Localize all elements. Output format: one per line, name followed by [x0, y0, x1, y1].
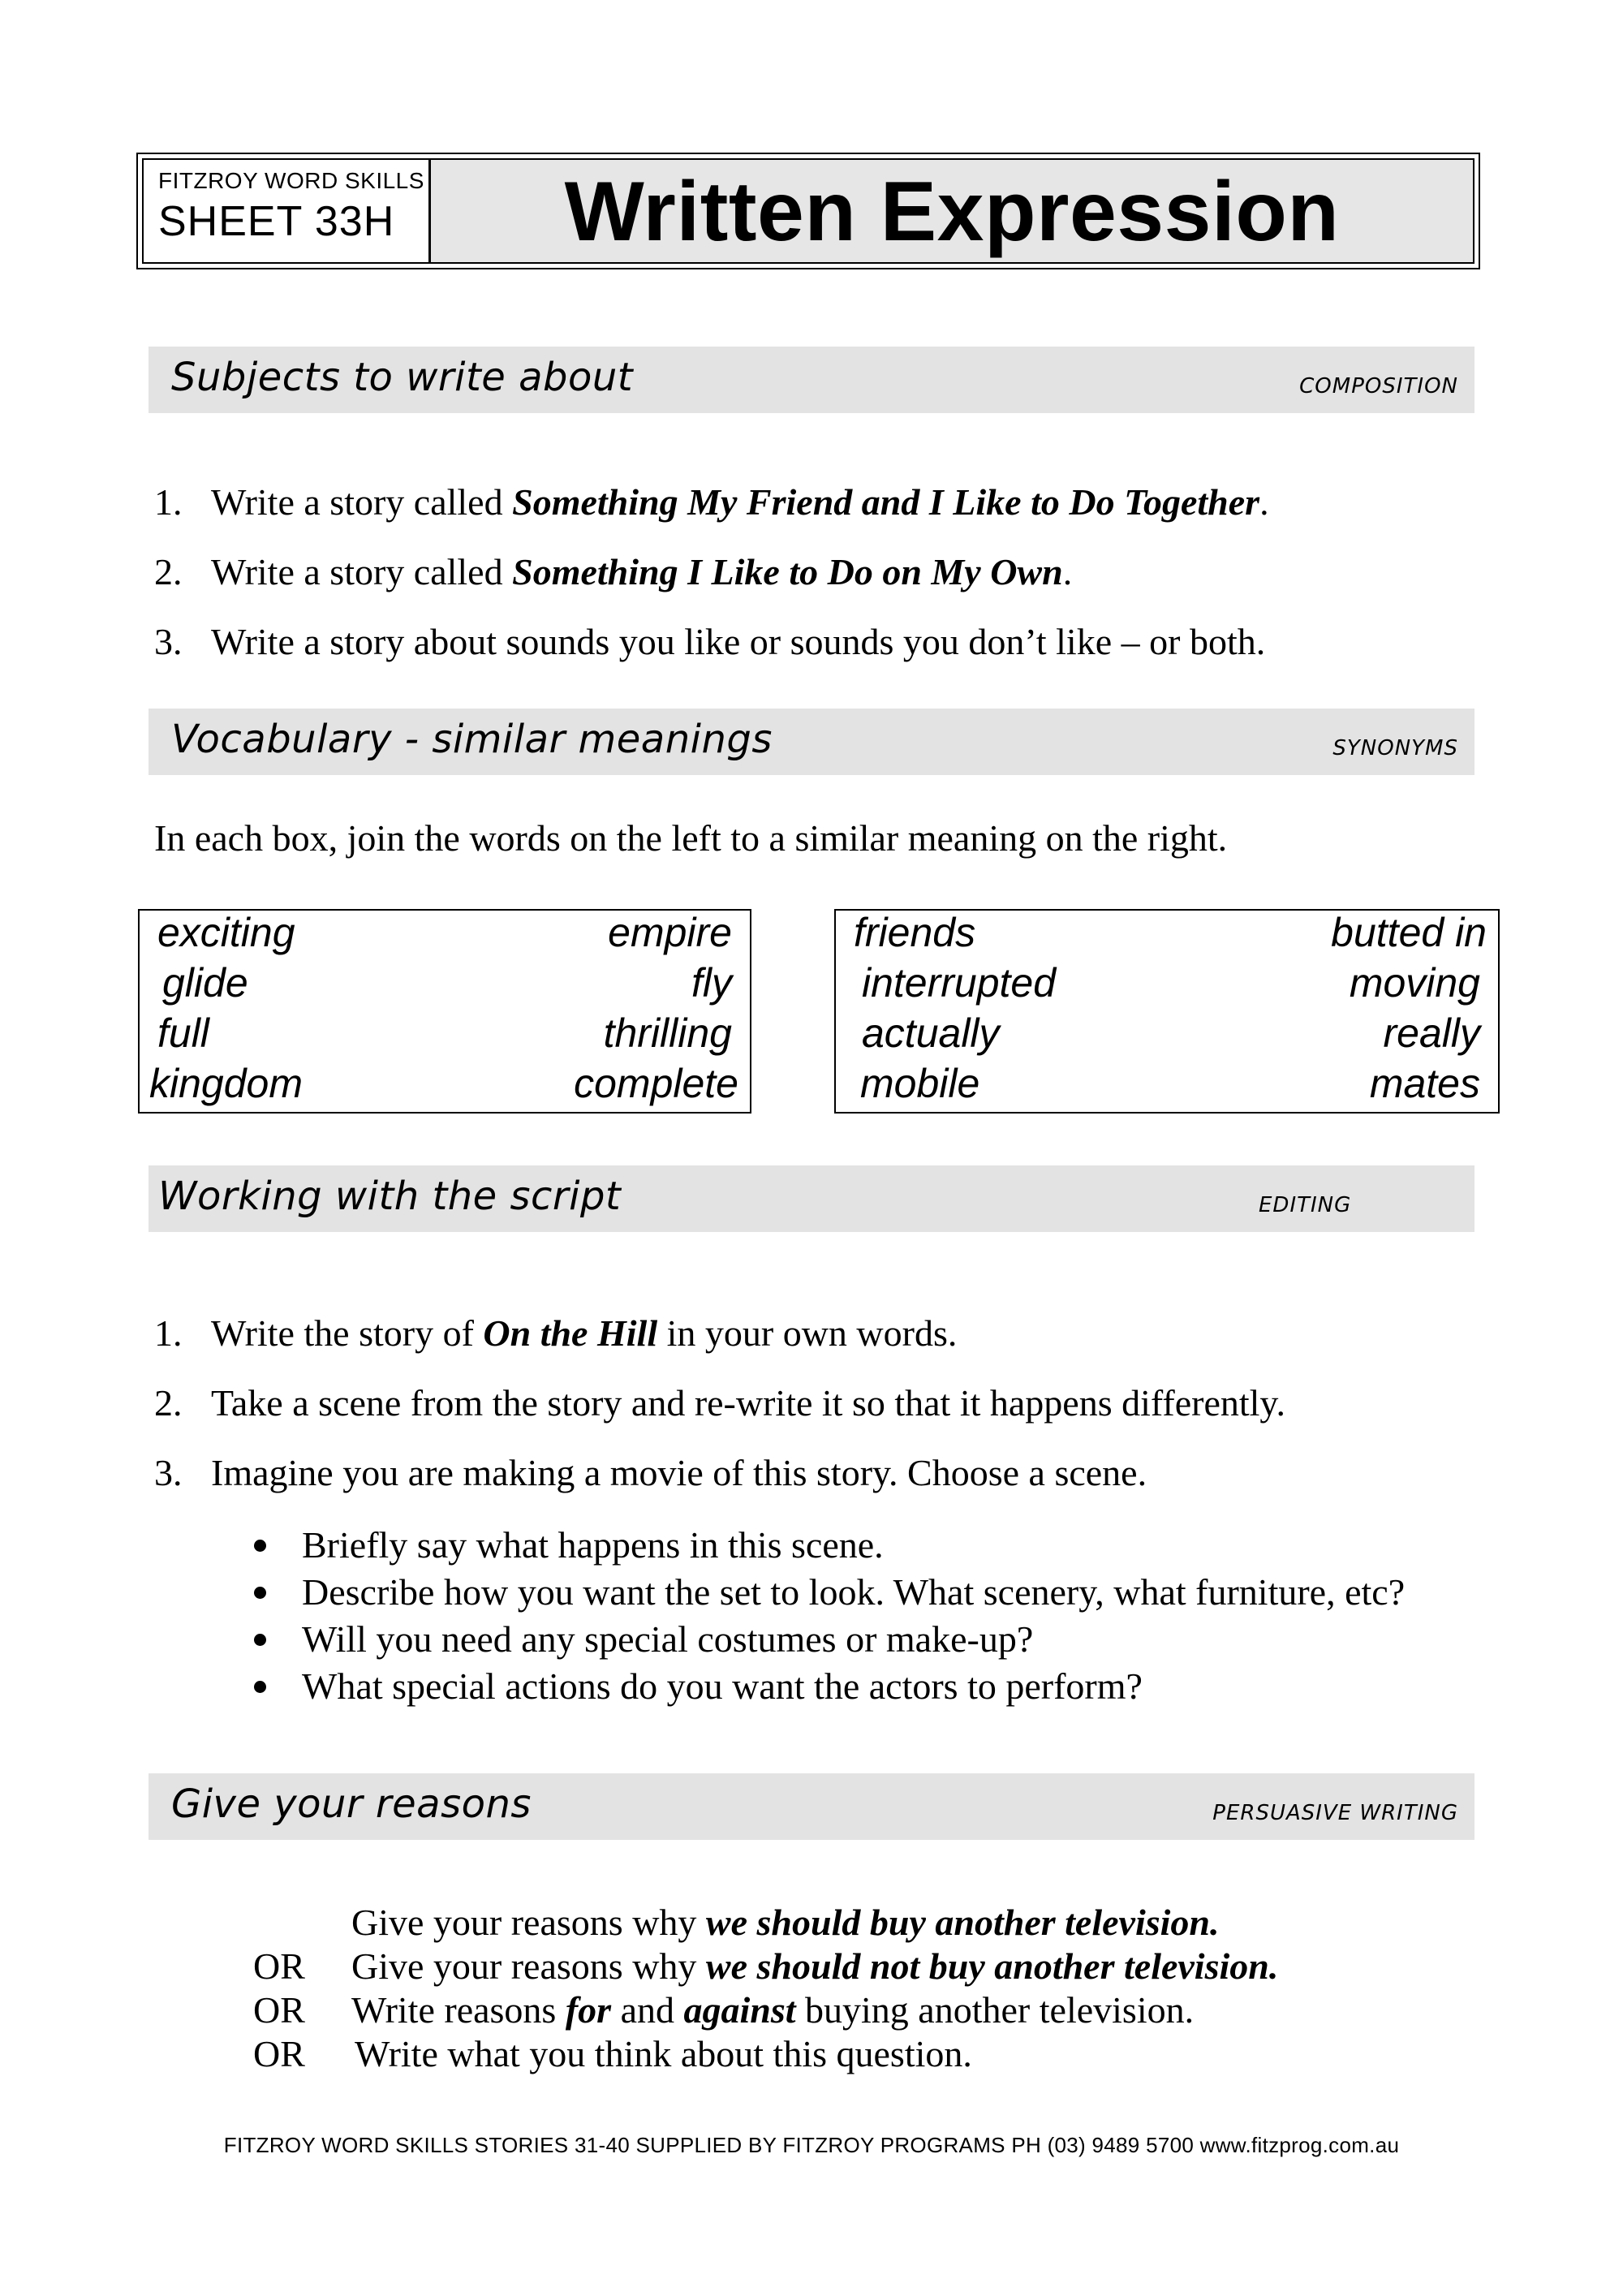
- item-text: [211, 550, 1072, 593]
- option-text: and: [611, 1989, 684, 2031]
- item-text-plain: .: [1062, 551, 1073, 592]
- series-label: FITZROY WORD SKILLS: [158, 168, 424, 193]
- option-text: Give your reasons why: [351, 1902, 706, 1943]
- bullet-icon: [254, 1540, 266, 1552]
- item-text-plain: Write a story called: [211, 551, 513, 592]
- option-text: buying another television.: [795, 1989, 1195, 2031]
- option-line: [351, 1988, 1194, 2031]
- or-label: OR: [253, 1945, 305, 1987]
- right-word: thrilling: [603, 1010, 732, 1056]
- section-tag: PERSUASIVE WRITING: [1212, 1801, 1458, 1825]
- bullet-icon: [254, 1634, 266, 1646]
- option-line: Write what you think about this question.: [355, 2033, 972, 2074]
- section-tag: COMPOSITION: [1299, 374, 1458, 398]
- right-word: moving: [1349, 960, 1480, 1006]
- option-emphasis: we should not buy another television.: [705, 1945, 1279, 1987]
- left-word: interrupted: [862, 960, 1057, 1006]
- section-bar-vocabulary: [149, 709, 1474, 775]
- header-inner: [142, 158, 1474, 264]
- option-text: Give your reasons why: [351, 1945, 706, 1987]
- section-heading: Working with the script: [158, 1174, 622, 1219]
- item-number: 2.: [154, 1382, 183, 1424]
- section-heading: Give your reasons: [171, 1781, 532, 1827]
- section-tag: SYNONYMS: [1332, 736, 1458, 760]
- list-item: [0, 620, 1623, 669]
- right-word: mates: [1369, 1061, 1480, 1106]
- left-word: mobile: [860, 1061, 980, 1106]
- story-title: Something I Like to Do on My Own: [512, 551, 1063, 592]
- left-word: kingdom: [149, 1061, 303, 1106]
- or-label: OR: [253, 1989, 305, 2031]
- item-text-plain: .: [1259, 481, 1269, 523]
- sheet-id-cell: [144, 160, 431, 262]
- item-text-plain: in your own words.: [657, 1312, 958, 1354]
- left-word: glide: [162, 960, 248, 1006]
- right-word: complete: [574, 1061, 738, 1106]
- right-word: butted in: [1331, 910, 1487, 955]
- list-item: [0, 480, 1623, 529]
- left-word: exciting: [157, 910, 295, 955]
- item-number: 3.: [154, 1452, 183, 1493]
- word-match-box-1: [138, 909, 751, 1114]
- option-emphasis: for: [565, 1989, 612, 2031]
- page-title: Written Expression: [564, 164, 1340, 259]
- item-number: 1.: [154, 1312, 183, 1354]
- word-pair-row: [836, 1010, 1498, 1060]
- story-title: On the Hill: [483, 1312, 658, 1354]
- item-text: Imagine you are making a movie of this story. Choose a scene.: [211, 1452, 1147, 1493]
- right-word: empire: [608, 910, 732, 955]
- bullet-icon: [254, 1587, 266, 1599]
- sheet-number: SHEET 33H: [158, 198, 395, 245]
- word-pair-row: [836, 959, 1498, 1010]
- option-text: Write reasons: [351, 1989, 566, 2031]
- bullet-item: Briefly say what happens in this scene.: [302, 1524, 884, 1566]
- item-text-plain: Write a story called: [211, 481, 513, 523]
- left-word: full: [157, 1010, 209, 1056]
- story-title: Something My Friend and I Like to Do Together: [512, 481, 1260, 523]
- left-word: actually: [862, 1010, 1000, 1056]
- word-pair-row: [836, 909, 1498, 959]
- list-item: [0, 1451, 1623, 1500]
- word-pair-row: [140, 959, 750, 1010]
- item-text: [211, 1312, 957, 1355]
- section-heading: Vocabulary - similar meanings: [171, 717, 773, 762]
- item-text: Take a scene from the story and re-write it so that it happens differently.: [211, 1382, 1285, 1424]
- footer: FITZROY WORD SKILLS STORIES 31-40 SUPPLIED BY FITZROY PROGRAMS PH (03) 9489 5700 www.fitzprog.com.au: [223, 2133, 1400, 2157]
- bullet-icon: [254, 1681, 266, 1693]
- bullet-item: Will you need any special costumes or make-up?: [302, 1618, 1034, 1660]
- list-item: [0, 550, 1623, 599]
- list-item: [0, 1381, 1623, 1430]
- option-line: [351, 1901, 1220, 1944]
- word-match-box-2: [834, 909, 1500, 1114]
- left-word: friends: [854, 910, 976, 955]
- item-text-plain: Write the story of: [211, 1312, 484, 1354]
- option-emphasis: against: [683, 1989, 796, 2031]
- list-item: [0, 1312, 1623, 1360]
- item-number: 3.: [154, 621, 183, 662]
- option-line: [351, 1945, 1278, 1988]
- header-box: [136, 153, 1480, 269]
- item-number: 2.: [154, 551, 183, 592]
- word-pair-row: [140, 1060, 750, 1110]
- item-text: [211, 480, 1269, 523]
- item-text: Write a story about sounds you like or sounds you don’t like – or both.: [211, 621, 1266, 662]
- title-cell: [431, 160, 1473, 262]
- bullet-item: Describe how you want the set to look. What scenery, what furniture, etc?: [302, 1571, 1406, 1613]
- or-label: OR: [253, 2033, 305, 2074]
- word-pair-row: [140, 1010, 750, 1060]
- right-word: fly: [691, 960, 732, 1006]
- section-heading: Subjects to write about: [171, 355, 634, 400]
- item-number: 1.: [154, 481, 183, 523]
- section-bar-editing: [149, 1165, 1474, 1232]
- option-emphasis: we should buy another television.: [705, 1902, 1220, 1943]
- instruction-text: In each box, join the words on the left to a similar meaning on the right.: [154, 817, 1228, 859]
- section-bar-composition: [149, 347, 1474, 413]
- section-bar-persuasive: [149, 1773, 1474, 1840]
- word-pair-row: [836, 1060, 1498, 1110]
- right-word: really: [1383, 1010, 1480, 1056]
- section-tag: EDITING: [1259, 1193, 1352, 1217]
- word-pair-row: [140, 909, 750, 959]
- bullet-item: What special actions do you want the actors to perform?: [302, 1665, 1143, 1707]
